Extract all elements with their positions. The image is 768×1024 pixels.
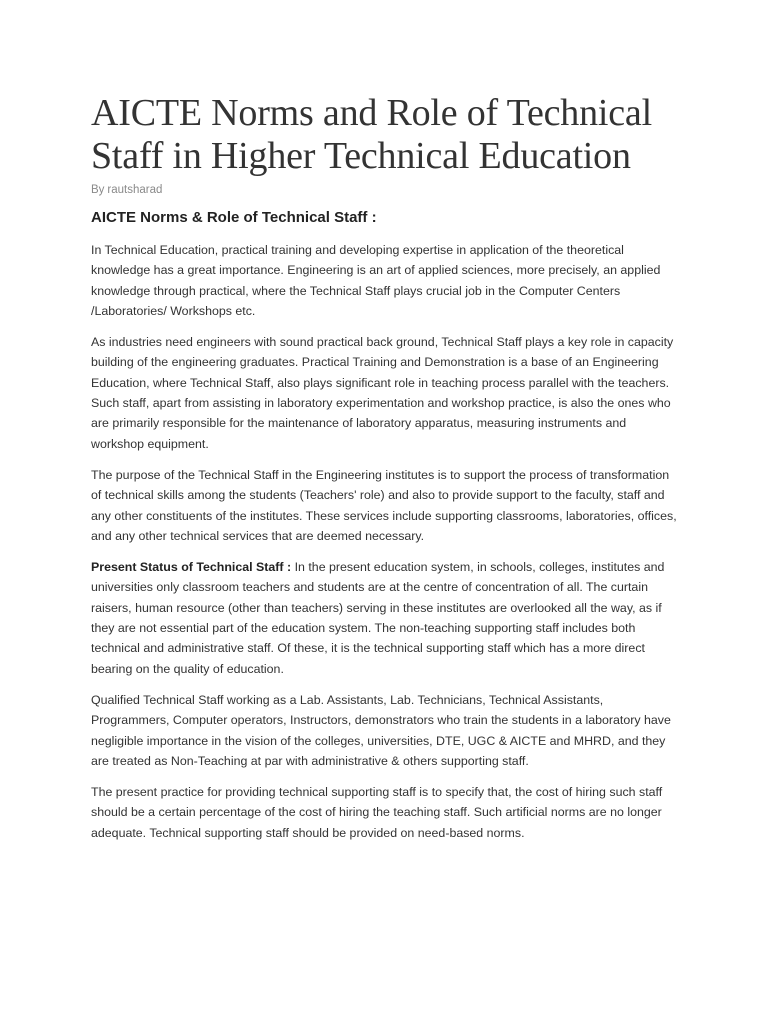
page-title: AICTE Norms and Role of Technical Staff in Higher Technical Education — [91, 92, 652, 177]
paragraph-purpose: The purpose of the Technical Staff in the Engineering institutes is to support the process of transformation of technical skills among the students (Teachers' role) and also to provide support to the faculty, staff and any other constituents of the institutes. These services include supporting classrooms, laboratories, offices, and any other technical services that are deemed necessary. — [91, 467, 677, 543]
paragraph-intro: In Technical Education, practical training and developing expertise in application of the theoretical knowledge has a great importance. Engineering is an art of applied sciences, more precisely, an applied knowledge through practical, where the Technical Staff plays crucial job in the Computer Centers /Laboratories/ Workshops etc. — [91, 243, 661, 318]
paragraph-present-status — [91, 557, 677, 679]
byline-prefix: By — [91, 184, 105, 196]
paragraph-industries: As industries need engineers with sound practical back ground, Technical Staff plays a key role in capacity building of the engineering graduates. Practical Training and Demonstration is a base of an Engineering Education, where Technical Staff, also plays significant role in teaching process parallel with the teachers. Such staff, apart from assisting in laboratory experimentation and workshop practice, is also the ones who are primarily responsible for the maintenance of laboratory apparatus, measuring instruments and workshop equipment. — [91, 335, 674, 451]
article — [91, 92, 677, 843]
paragraph-present-practice: The present practice for providing technical supporting staff is to specify that, the cost of hiring such staff should be a certain percentage of the cost of hiring the teaching staff. Such artificial norms are no longer adequate. Technical supporting staff should be provided on need-based norms. — [91, 785, 663, 840]
author-name: rautsharad — [107, 184, 163, 196]
present-status-text: In the present education system, in schools, colleges, institutes and universities only classroom teachers and students are at the centre of concentration of all. The curtain raisers, human resource (other than teachers) serving in these institutes are overlooked all the way, as if they are not essential part of the education system. The non-teaching supporting staff includes both technical and administrative staff. Of these, it is the technical supporting staff which has a more direct bearing on the quality of education. — [91, 560, 665, 676]
present-status-lead: Present Status of Technical Staff : — [91, 560, 292, 575]
paragraph-qualified-staff: Qualified Technical Staff working as a Lab. Assistants, Lab. Technicians, Technical Assistants, Programmers, Computer operators, Instructors, demonstrators who train the students in a laboratory have negligible importance in the vision of the colleges, universities, DTE, UGC & AICTE and MHRD, and they are treated as Non-Teaching at par with administrative & others supporting staff. — [91, 692, 671, 768]
section-heading: AICTE Norms & Role of Technical Staff : — [91, 209, 377, 226]
byline — [91, 183, 677, 197]
